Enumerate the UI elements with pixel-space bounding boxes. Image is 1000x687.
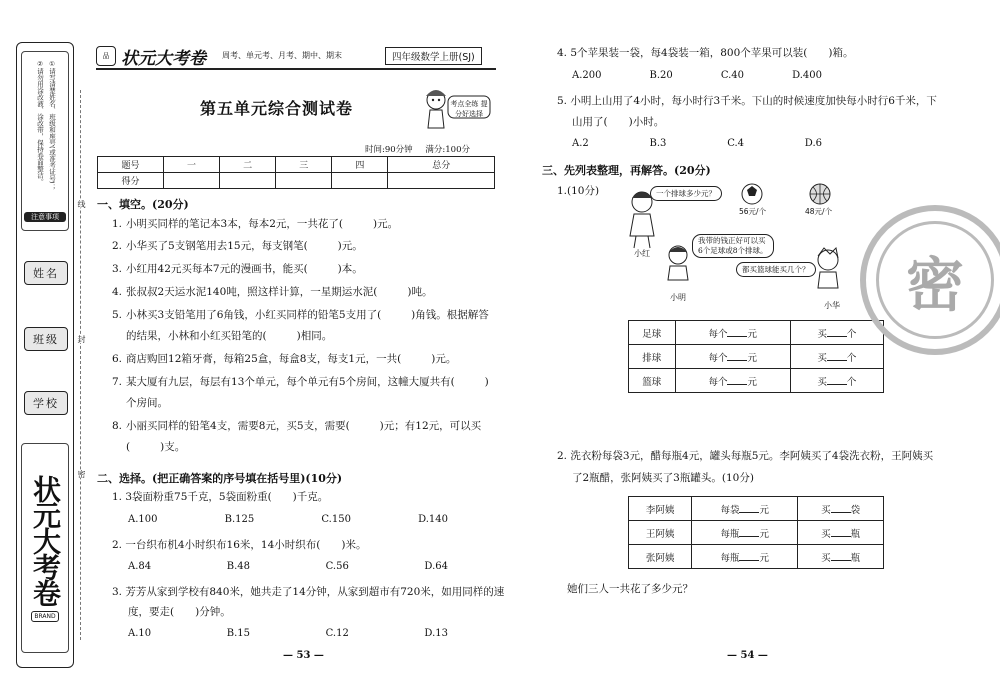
option[interactable]: C.4 bbox=[727, 138, 745, 149]
score-cell[interactable] bbox=[164, 173, 220, 189]
option[interactable]: C.150 bbox=[321, 514, 351, 525]
table-row bbox=[629, 369, 884, 393]
s2-q4-options bbox=[572, 70, 822, 81]
spine-brand bbox=[21, 443, 69, 653]
name-xiaohua: 小华 bbox=[824, 301, 840, 310]
option[interactable]: D.13 bbox=[424, 628, 448, 639]
item-text-after: ) bbox=[484, 376, 489, 388]
quantity-cell bbox=[798, 497, 884, 521]
answer-blank[interactable] bbox=[727, 352, 747, 361]
score-header-cell: 题号 bbox=[98, 157, 164, 173]
item-text-after: )本。 bbox=[337, 263, 363, 275]
section2-title: 二、选择。(把正确答案的序号填在括号里)(10分) bbox=[97, 472, 343, 485]
option[interactable]: B.125 bbox=[224, 514, 255, 525]
option[interactable]: C.40 bbox=[720, 70, 745, 81]
fill-blank-item bbox=[126, 440, 185, 454]
option[interactable]: B.15 bbox=[226, 628, 250, 639]
option[interactable]: D.64 bbox=[424, 561, 448, 572]
table-row bbox=[629, 321, 884, 345]
s2-q1-options bbox=[128, 514, 448, 525]
notice-line-1: ①请写清楚姓名、班级和座号(或准考证号)； bbox=[48, 60, 56, 191]
cell-text: 元 bbox=[747, 352, 757, 364]
s3-q1-label: 1.(10分) bbox=[557, 185, 600, 197]
name-xiaohong: 小红 bbox=[634, 249, 650, 258]
answer-blank[interactable] bbox=[739, 552, 759, 561]
item-text-after: )支。 bbox=[160, 441, 186, 453]
score-table-row bbox=[98, 173, 495, 189]
item-text-after: )元。 bbox=[431, 353, 457, 365]
answer-blank[interactable] bbox=[739, 504, 759, 513]
quantity-cell bbox=[790, 321, 883, 345]
quantity-cell bbox=[798, 545, 884, 569]
s2-q4: 4. 5个苹果装一袋，每4袋装一箱，800个苹果可以装( )箱。 bbox=[557, 47, 854, 59]
cell-text: 元 bbox=[759, 504, 769, 516]
option[interactable]: B.20 bbox=[649, 70, 673, 81]
unit-price-cell bbox=[675, 345, 790, 369]
s2-q5-cont: 山用了( )小时。 bbox=[572, 116, 665, 128]
item-text-before: 小林买3支铅笔用了6角钱，小红买同样的铅笔5支用了( bbox=[126, 309, 382, 321]
item-text-before: 小丽买同样的铅笔4支，需要8元，买5支，需要( bbox=[126, 420, 350, 432]
name-label: 姓名 bbox=[24, 261, 68, 285]
item-number: 4. bbox=[112, 286, 123, 298]
school-label: 学校 bbox=[24, 391, 68, 415]
s3-q2-line2: 了2瓶醋，张阿姨买了3瓶罐头。(10分) bbox=[572, 472, 754, 484]
row-label: 篮球 bbox=[629, 369, 676, 393]
seal-stamp bbox=[860, 205, 1000, 355]
fill-blank-item bbox=[112, 285, 432, 299]
bubble-line: 我带的钱正好可以买 bbox=[698, 236, 766, 245]
item-number: 8. bbox=[112, 420, 123, 432]
page-number-left: — 53 — bbox=[283, 650, 324, 661]
item-text-after: )角钱。根据解答 bbox=[411, 309, 489, 321]
table-row bbox=[629, 545, 884, 569]
answer-blank[interactable] bbox=[831, 528, 851, 537]
cell-text: 每个 bbox=[708, 376, 728, 388]
row-label: 李阿姨 bbox=[629, 497, 692, 521]
cell-text: 元 bbox=[759, 552, 769, 564]
brand-title: 状元大考卷 bbox=[121, 49, 206, 69]
item-text-after: )元。 bbox=[373, 218, 399, 230]
unit-price-cell bbox=[692, 521, 798, 545]
table-row bbox=[629, 521, 884, 545]
s2-q2-options bbox=[128, 561, 448, 572]
header-rule bbox=[96, 68, 496, 70]
exam-meta bbox=[365, 143, 470, 155]
unit-price-cell bbox=[675, 321, 790, 345]
exam-types: 周考、单元考、月考、期中、期末 bbox=[222, 51, 342, 60]
option[interactable]: D.140 bbox=[418, 514, 448, 525]
spine-brand-tag: BRAND bbox=[31, 611, 58, 622]
item-text-before: 小华买了5支钢笔用去15元，每支钢笔( bbox=[126, 240, 308, 252]
option[interactable]: A.10 bbox=[128, 628, 152, 639]
option[interactable]: A.100 bbox=[128, 514, 158, 525]
item-text-before: 个房间。 bbox=[126, 397, 168, 409]
answer-blank[interactable] bbox=[831, 552, 851, 561]
item-text-before: 小明买同样的笔记本3本，每本2元，一共花了( bbox=[126, 218, 343, 230]
cut-word-1: 线 bbox=[77, 200, 86, 208]
section1-title: 一、填空。(20分) bbox=[97, 198, 189, 211]
quantity-cell bbox=[790, 369, 883, 393]
s2-q1: 1. 3袋面粉重75千克，5袋面粉重( )千克。 bbox=[112, 491, 329, 503]
row-label: 足球 bbox=[629, 321, 676, 345]
item-text-after: )相同。 bbox=[296, 330, 333, 342]
cell-text: 买 bbox=[821, 504, 831, 516]
fill-blank-item bbox=[112, 375, 489, 389]
s3-q2-line1: 2. 洗衣粉每袋3元，醋每瓶4元，罐头每瓶5元。李阿姨买了4袋洗衣粉，王阿姨买 bbox=[557, 450, 934, 462]
cell-text: 袋 bbox=[850, 504, 861, 516]
s2-q3-options bbox=[128, 628, 448, 639]
score-header-cell: 三 bbox=[276, 157, 332, 173]
fill-blank-item bbox=[112, 239, 363, 253]
s2-q3-cont: 度，要走( )分钟。 bbox=[128, 606, 231, 618]
cut-word-3: 密 bbox=[77, 470, 86, 478]
cell-text: 个 bbox=[846, 376, 857, 388]
row-label: 排球 bbox=[629, 345, 676, 369]
option[interactable]: B.3 bbox=[649, 138, 667, 149]
score-header-cell: 二 bbox=[220, 157, 276, 173]
answer-blank[interactable] bbox=[739, 528, 759, 537]
fill-blank-item bbox=[126, 396, 168, 410]
unit-price-cell bbox=[692, 497, 798, 521]
spine-brand-text: 状元大考卷 bbox=[29, 474, 62, 605]
item-text-before: 的结果，小林和小红买铅笔的( bbox=[126, 330, 267, 342]
score-header-cell: 四 bbox=[332, 157, 388, 173]
page-number-right: — 54 — bbox=[727, 650, 768, 661]
cell-text: 瓶 bbox=[850, 528, 861, 540]
item-text-before: ( bbox=[126, 441, 131, 453]
fill-blank-item bbox=[112, 262, 363, 276]
notice-line-2: ②请勿用涂改液、涂改带，保持卷面整洁。 bbox=[36, 60, 44, 185]
option[interactable]: C.12 bbox=[325, 628, 349, 639]
cell-text: 每瓶 bbox=[720, 552, 740, 564]
basketball-price: 48元/个 bbox=[805, 207, 833, 216]
quantity-cell bbox=[790, 345, 883, 369]
speech-bubble-xiaohua: 都买篮球能买几个？ bbox=[736, 262, 816, 277]
answer-blank[interactable] bbox=[727, 328, 747, 337]
cell-text: 每个 bbox=[708, 352, 728, 364]
cell-text: 元 bbox=[759, 528, 769, 540]
answer-blank[interactable] bbox=[831, 504, 851, 513]
score-table-header bbox=[98, 157, 495, 173]
cell-text: 瓶 bbox=[850, 552, 861, 564]
unit-price-cell bbox=[675, 369, 790, 393]
option[interactable]: A.200 bbox=[572, 70, 602, 81]
bubble-line: 6个足球或8个排球。 bbox=[698, 246, 768, 255]
s3-q2-question: 她们三人一共花了多少元？ bbox=[567, 583, 693, 595]
section3-title: 三、先列表整理，再解答。(20分) bbox=[542, 164, 711, 177]
score-header-cell: 总分 bbox=[388, 157, 495, 173]
item-text-before: 张叔叔2天运水泥140吨，照这样计算，一星期运水泥( bbox=[126, 286, 378, 298]
fill-blank-item bbox=[112, 352, 456, 366]
item-text-before: 某大厦有九层，每层有13个单元，每个单元有5个房间，这幢大厦共有( bbox=[126, 376, 455, 388]
name-xiaoming: 小明 bbox=[670, 293, 686, 302]
cell-text: 元 bbox=[747, 376, 757, 388]
notice-box bbox=[21, 51, 69, 231]
speech-bubble-xiaoming bbox=[692, 234, 774, 258]
item-number: 7. bbox=[112, 376, 123, 388]
fill-blank-item bbox=[112, 419, 481, 433]
item-text-after: )吨。 bbox=[407, 286, 433, 298]
score-cell[interactable] bbox=[388, 173, 495, 189]
item-number: 1. bbox=[112, 218, 123, 230]
item-text-after: )元。 bbox=[337, 240, 363, 252]
s2-q2: 2. 一台织布机4小时织布16米，14小时织布( )米。 bbox=[112, 539, 367, 551]
fill-blank-item bbox=[126, 329, 332, 343]
score-cell[interactable] bbox=[332, 173, 388, 189]
cut-word-2: 封 bbox=[77, 335, 86, 343]
item-text-before: 小红用42元买每本7元的漫画书，能买( bbox=[126, 263, 308, 275]
speech-bubble-xiaohong: 一个排球多少元？ bbox=[650, 186, 722, 201]
answer-blank[interactable] bbox=[727, 376, 747, 385]
answer-blank[interactable] bbox=[827, 376, 847, 385]
shopping-table bbox=[628, 496, 884, 569]
cell-text: 每个 bbox=[708, 328, 728, 340]
table-row bbox=[629, 497, 884, 521]
score-row-label: 得分 bbox=[98, 173, 164, 189]
class-label: 班级 bbox=[24, 327, 68, 351]
option[interactable]: D.400 bbox=[792, 70, 822, 81]
s2-q3: 3. 芳芳从家到学校有840米，她共走了14分钟，从家到超市有720米，如用同样的速 bbox=[112, 586, 505, 598]
score-cell[interactable] bbox=[276, 173, 332, 189]
answer-blank[interactable] bbox=[827, 352, 847, 361]
cell-text: 买 bbox=[817, 376, 827, 388]
fill-blank-item bbox=[112, 217, 398, 231]
cell-text: 每瓶 bbox=[720, 528, 740, 540]
cut-line bbox=[80, 90, 81, 640]
unit-price-cell bbox=[692, 545, 798, 569]
option[interactable]: D.6 bbox=[804, 138, 822, 149]
document-title: 第五单元综合测试卷 bbox=[200, 99, 354, 118]
grade-label: 四年级数学上册(SJ) bbox=[385, 47, 482, 65]
table-row bbox=[629, 345, 884, 369]
brand-badge-icon: 品 bbox=[96, 46, 116, 66]
row-label: 张阿姨 bbox=[629, 545, 692, 569]
score-table bbox=[97, 156, 495, 189]
notice-label: 注意事项 bbox=[24, 212, 66, 222]
item-number: 6. bbox=[112, 353, 123, 365]
row-label: 王阿姨 bbox=[629, 521, 692, 545]
cell-text: 个 bbox=[846, 328, 857, 340]
option[interactable]: A.84 bbox=[128, 561, 152, 572]
item-number: 3. bbox=[112, 263, 123, 275]
ball-price-table bbox=[628, 320, 884, 393]
binding-spine bbox=[16, 42, 74, 668]
item-number: 5. bbox=[112, 309, 123, 321]
s2-q5-options bbox=[572, 138, 822, 149]
option[interactable]: C.56 bbox=[325, 561, 349, 572]
quantity-cell bbox=[798, 521, 884, 545]
mascot-caption: 考点全练 提分好选择 bbox=[450, 100, 488, 118]
score-cell[interactable] bbox=[220, 173, 276, 189]
cell-text: 买 bbox=[821, 552, 831, 564]
item-number: 2. bbox=[112, 240, 123, 252]
cell-text: 每袋 bbox=[720, 504, 740, 516]
item-text-before: 商店购回12箱牙膏，每箱25盒，每盒8支，每支1元，一共( bbox=[126, 353, 402, 365]
cell-text: 买 bbox=[817, 352, 827, 364]
option[interactable]: B.48 bbox=[226, 561, 250, 572]
full-score: 满分:100分 bbox=[425, 145, 470, 155]
score-header-cell: 一 bbox=[164, 157, 220, 173]
item-text-after: )元；有12元，可以买 bbox=[379, 420, 482, 432]
cell-text: 个 bbox=[846, 352, 857, 364]
fill-blank-item bbox=[112, 308, 489, 322]
option[interactable]: A.2 bbox=[572, 138, 589, 149]
answer-blank[interactable] bbox=[827, 328, 847, 337]
football-price: 56元/个 bbox=[739, 207, 767, 216]
time-limit: 时间:90分钟 bbox=[365, 145, 413, 155]
seal-char: 密 bbox=[876, 221, 994, 339]
cell-text: 买 bbox=[817, 328, 827, 340]
cell-text: 买 bbox=[821, 528, 831, 540]
s2-q5: 5. 小明上山用了4小时，每小时行3千米。下山的时候速度加快每小时行6千米，下 bbox=[557, 95, 937, 107]
cell-text: 元 bbox=[747, 328, 757, 340]
